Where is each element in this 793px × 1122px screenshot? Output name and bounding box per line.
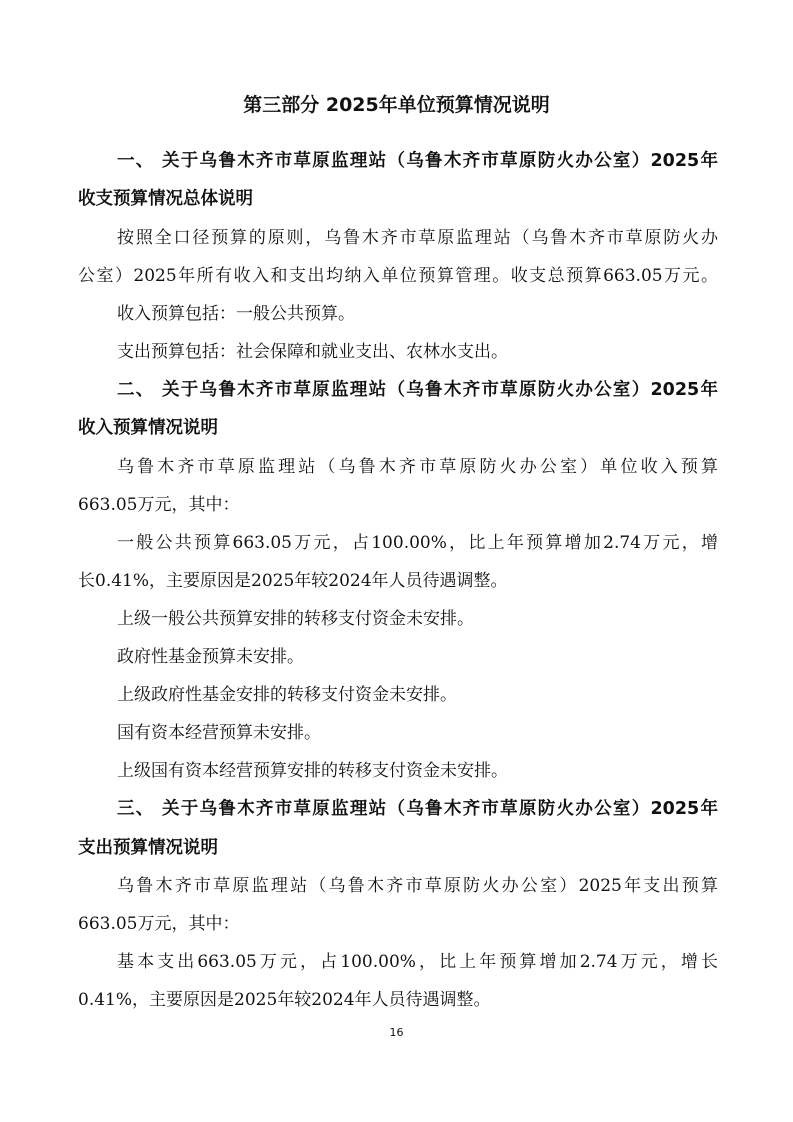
section2-paragraph3: 上级一般公共预算安排的转移支付资金未安排。 <box>117 609 474 629</box>
section1-paragraph1: 按照全口径预算的原则，乌鲁木齐市草原监理站（乌鲁木齐市草原防火办 <box>117 228 718 248</box>
section3-heading: 三、 关于乌鲁木齐市草原监理站（乌鲁木齐市草原防火办公室）2025年 <box>117 799 718 819</box>
section2-paragraph2: 一般公共预算663.05万元，占100.00%，比上年预算增加2.74万元，增 <box>117 533 718 553</box>
section2-paragraph2-cont: 长0.41%，主要原因是2025年较2024年人员待遇调整。 <box>78 571 508 591</box>
section1-paragraph2: 收入预算包括：一般公共预算。 <box>117 304 355 324</box>
section1-paragraph1-cont: 公室）2025年所有收入和支出均纳入单位预算管理。收支总预算663.05万元。 <box>78 266 718 286</box>
section3-paragraph2-cont: 0.41%，主要原因是2025年较2024年人员待遇调整。 <box>78 990 491 1010</box>
section2-paragraph7: 上级国有资本经营预算安排的转移支付资金未安排。 <box>117 761 508 781</box>
section2-paragraph6: 国有资本经营预算未安排。 <box>117 723 321 743</box>
section2-paragraph5: 上级政府性基金安排的转移支付资金未安排。 <box>117 685 457 705</box>
section1-heading-cont: 收支预算情况总体说明 <box>78 189 253 209</box>
section2-paragraph4: 政府性基金预算未安排。 <box>117 647 304 667</box>
section3-heading-cont: 支出预算情况说明 <box>78 838 218 858</box>
section1-paragraph3: 支出预算包括：社会保障和就业支出、农林水支出。 <box>117 342 508 362</box>
section3-paragraph1-cont: 663.05万元，其中： <box>78 914 240 934</box>
section2-paragraph1-cont: 663.05万元，其中： <box>78 495 240 515</box>
section1-heading: 一、 关于乌鲁木齐市草原监理站（乌鲁木齐市草原防火办公室）2025年 <box>117 151 718 171</box>
section3-paragraph1: 乌鲁木齐市草原监理站（乌鲁木齐市草原防火办公室）2025年支出预算 <box>117 876 718 896</box>
section2-heading: 二、 关于乌鲁木齐市草原监理站（乌鲁木齐市草原防火办公室）2025年 <box>117 380 718 400</box>
section2-heading-cont: 收入预算情况说明 <box>78 418 218 438</box>
section3-paragraph2: 基本支出663.05万元，占100.00%，比上年预算增加2.74万元，增长 <box>117 952 718 972</box>
page-number: 16 <box>389 1026 404 1039</box>
page-title: 第三部分 2025年单位预算情况说明 <box>243 94 550 116</box>
section2-paragraph1: 乌鲁木齐市草原监理站（乌鲁木齐市草原防火办公室）单位收入预算 <box>117 457 718 477</box>
